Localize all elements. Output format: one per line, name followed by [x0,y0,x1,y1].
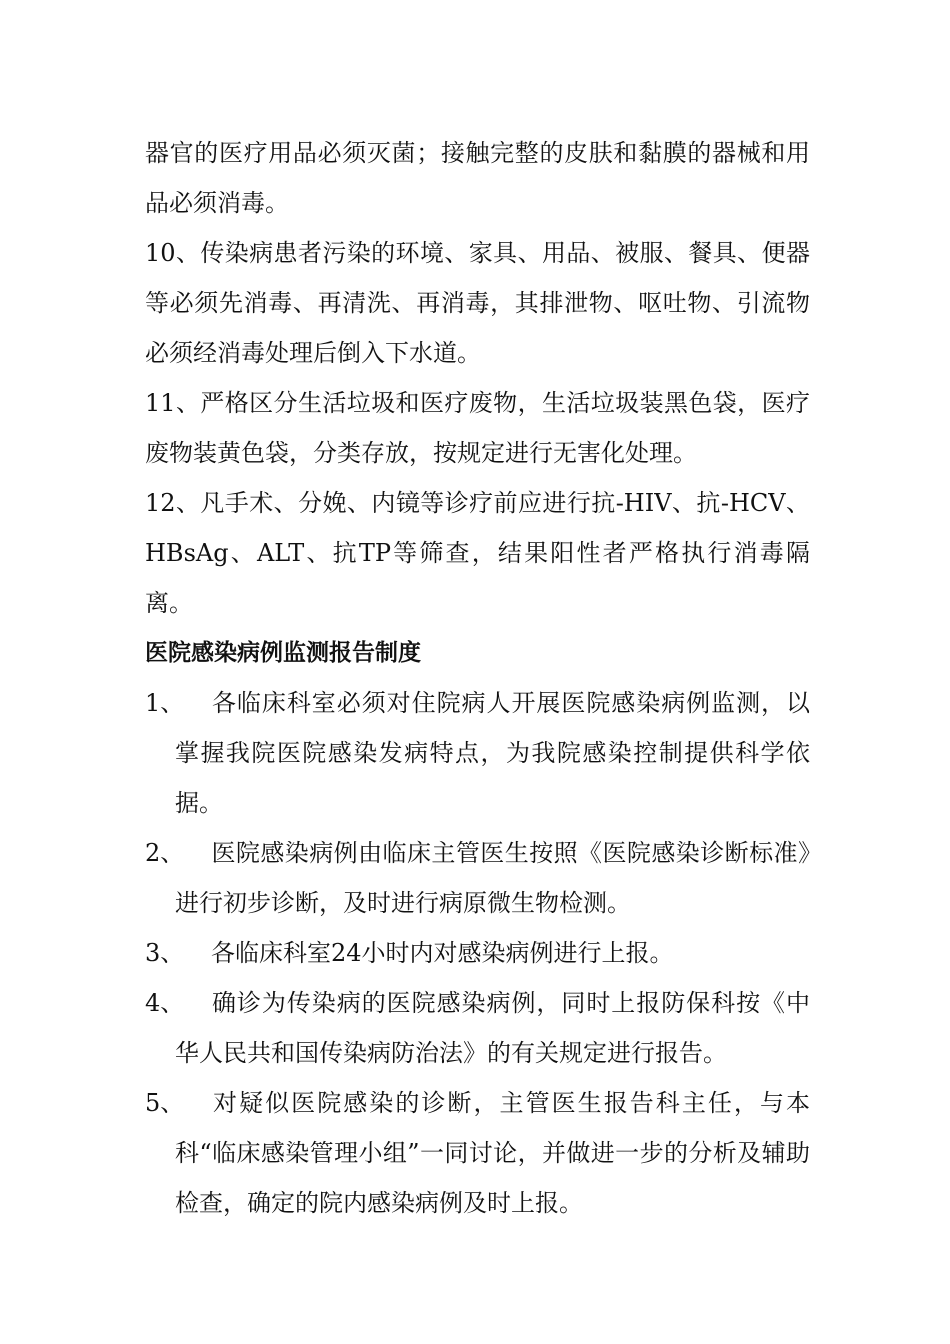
list-item [145,978,810,1078]
list-item-number: 3、 [145,939,185,967]
paragraph-item-12: 12、凡手术、分娩、内镜等诊疗前应进行抗-HIV、抗-HCV、HBsAg、ALT、抗TP等筛查，结果阳性者严格执行消毒隔离。 [145,489,810,617]
document-page [145,128,810,1228]
list-item-text: 确诊为传染病的医院感染病例，同时上报防保科按《中华人民共和国传染病防治法》的有关规定进行报告。 [175,989,810,1067]
list-item-text: 医院感染病例由临床主管医生按照《医院感染诊断标准》进行初步诊断，及时进行病原微生物检测。 [175,839,810,917]
list-item [145,828,810,928]
list-item-text: 各临床科室必须对住院病人开展医院感染病例监测，以掌握我院医院感染发病特点，为我院感染控制提供科学依据。 [175,689,810,817]
list-item [145,678,810,828]
list-item-text: 对疑似医院感染的诊断，主管医生报告科主任，与本科“临床感染管理小组”一同讨论，并做进一步的分析及辅助检查，确定的院内感染病例及时上报。 [175,1089,810,1217]
list-item-text: 各临床科室24小时内对感染病例进行上报。 [211,939,674,967]
list-item-number: 5、 [145,1089,185,1117]
list-item-number: 4、 [145,989,185,1017]
list-item [145,928,810,978]
list-item-number: 1、 [145,689,185,717]
paragraph-sterilization: 器官的医疗用品必须灭菌；接触完整的皮肤和黏膜的器械和用品必须消毒。 [145,139,810,217]
paragraph-item-11: 11、严格区分生活垃圾和医疗废物，生活垃圾装黑色袋，医疗废物装黄色袋，分类存放，按规定进行无害化处理。 [145,389,810,467]
paragraph-item-10: 10、传染病患者污染的环境、家具、用品、被服、餐具、便器等必须先消毒、再清洗、再消毒，其排泄物、呕吐物、引流物必须经消毒处理后倒入下水道。 [145,239,810,367]
list-item-number: 2、 [145,839,185,867]
list-item [145,1078,810,1228]
section-heading: 医院感染病例监测报告制度 [145,640,421,666]
